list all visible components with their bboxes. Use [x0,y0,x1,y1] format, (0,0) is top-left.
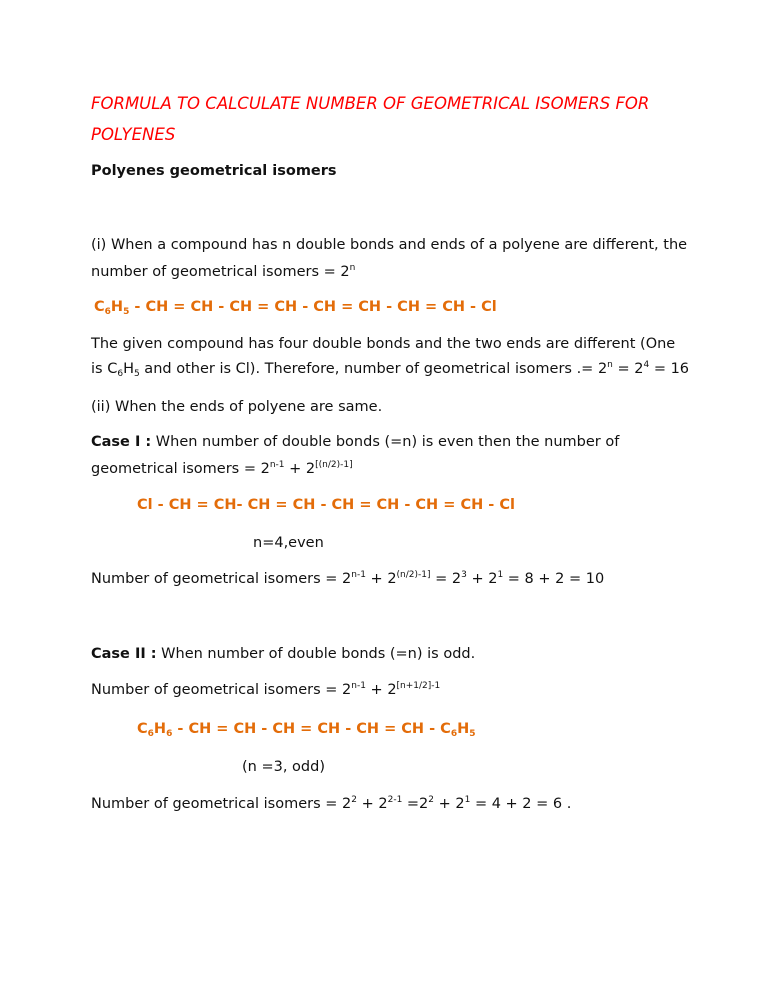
calculation-1: Number of geometrical isomers = $2^{n-1} + 2^{(n/2)-1]} = 2^3 + 2^1 = 8 + 2 = 10$ [91,570,605,587]
rule-1-line-1: (i) When a compound has n double bonds and ends of a polyene are different, the [91,237,688,253]
case-2-line: Case II : When number of double bonds (=n) is odd. [91,646,476,662]
rule-1-line-2: number of geometrical isomers = $2^n$ [91,263,356,280]
section-heading: Polyenes geometrical isomers [91,163,337,179]
example-formula-3: $C_6H_6$ - CH = CH - CH = CH - CH = CH - $C_6H_5$ [137,721,476,739]
explanation-1-line-1: The given compound has four double bonds and the two ends are different (One [91,336,676,352]
case-2-label: Case II : [91,646,157,662]
case-1-label: Case I : [91,434,152,450]
case-1-line-1: Case I : When number of double bonds (=n) is even then the number of [91,434,620,450]
explanation-1-line-2: is $C_6H_5$ and other is Cl). Therefore, number of geometrical isomers .= $2^n = 2^4 = 16$ [91,360,690,379]
rule-2: (ii) When the ends of polyene are same. [91,399,383,415]
title-line-1: FORMULA TO CALCULATE NUMBER OF GEOMETRICAL ISOMERS FOR [91,94,650,113]
example-formula-1: $C_6H_5$ - CH = CH - CH = CH - CH = CH - CH = CH - Cl [94,299,497,317]
document-title [91,88,731,150]
formula-case-2: Number of geometrical isomers = $2^{n-1} + 2^{[n+1/2]-1}$ [91,681,441,698]
calculation-2: Number of geometrical isomers = $2^2 + 2^{2-1} =2^2 + 2^1 = 4 + 2 = 6$ . [91,795,572,812]
example-formula-2: Cl - CH = CH- CH = CH - CH = CH - CH = CH - Cl [137,497,515,513]
n-odd-note: (n =3, odd) [242,759,325,775]
case-1-line-2: geometrical isomers = $2^{n-1} + 2[(n/2)-1]$ [91,460,353,477]
title-line-2: POLYENES [91,125,176,144]
n-even-note: n=4,even [253,535,324,551]
